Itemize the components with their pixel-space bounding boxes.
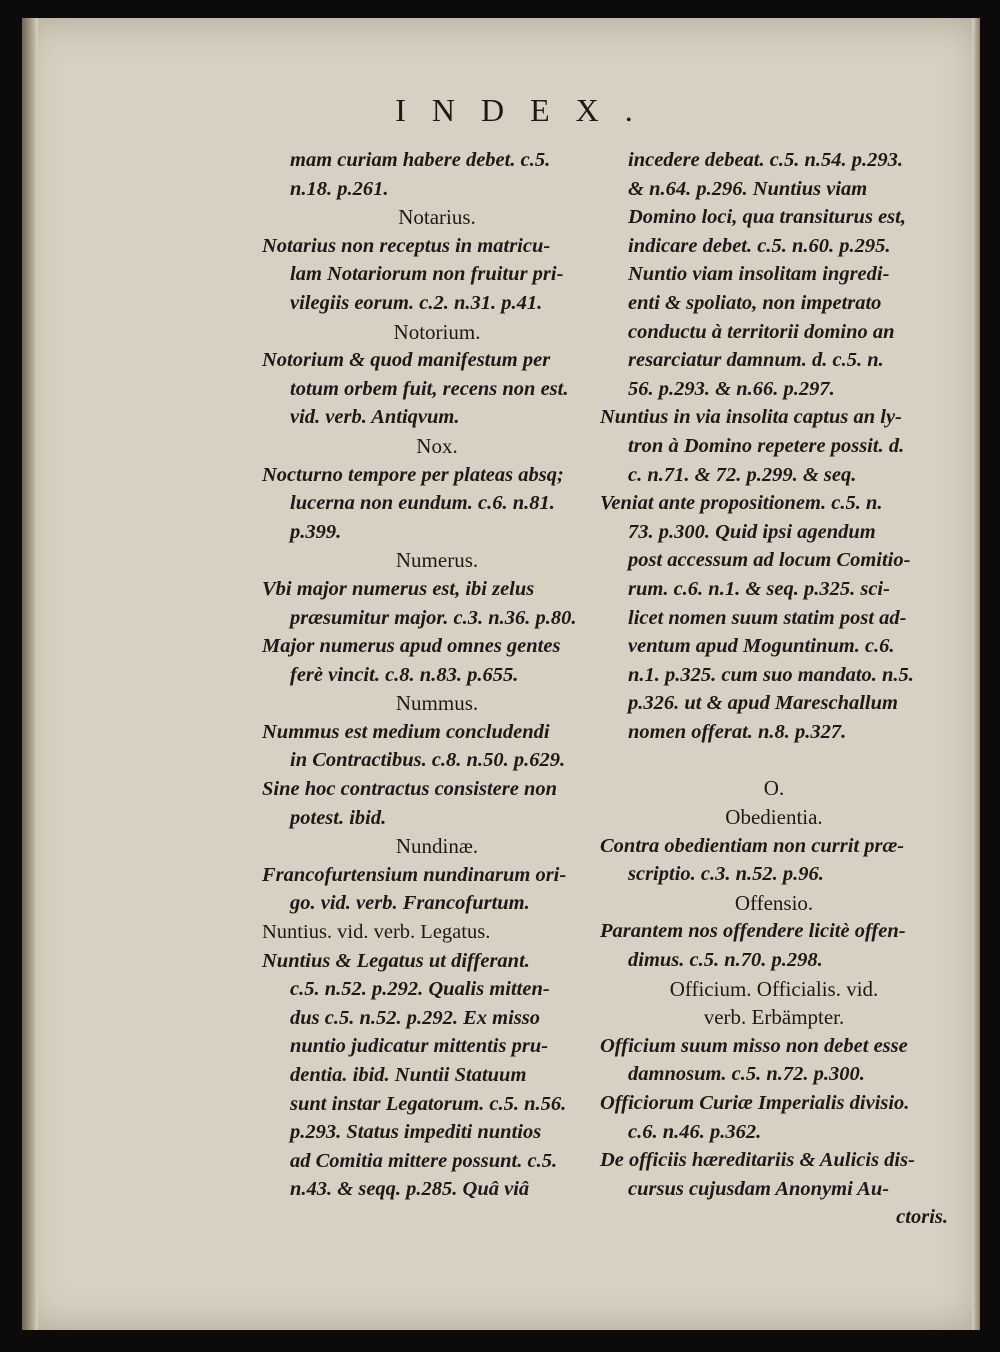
index-entry-continuation: rum. c.6. n.1. & seq. p.325. sci- [628,577,890,600]
index-entry-continuation: dus c.5. n.52. p.292. Ex misso [290,1006,541,1029]
index-entry: Nocturno tempore per plateas absq; [262,463,564,486]
index-entry-continuation: n.18. p.261. [290,177,389,200]
page-edge [972,18,980,1330]
book-page [22,18,980,1330]
index-entry: Nuntius in via insolita captus an ly- [600,406,902,429]
index-heading: O. [763,776,785,801]
index-entry-continuation: Nuntio viam insolitam ingredi- [628,263,890,286]
index-heading: Nundinæ. [395,834,479,859]
index-entry-continuation: nomen offerat. n.8. p.327. [628,720,847,743]
index-entry-continuation: ad Comitia mittere possunt. c.5. [290,1149,558,1172]
index-entry-continuation: scriptio. c.3. n.52. p.96. [628,863,824,886]
index-heading: Officium. Officialis. vid. [669,976,879,1001]
index-entry-continuation: vilegiis eorum. c.2. n.31. p.41. [290,291,543,314]
index-entry-continuation: vid. verb. Antiqvum. [290,406,460,429]
index-entry-continuation: ferè vincit. c.8. n.83. p.655. [290,663,519,686]
left-column [262,146,612,1204]
index-entry-continuation: licet nomen suum statim post ad- [628,606,907,629]
index-entry-continuation: dentia. ibid. Nuntii Statuum [290,1064,527,1086]
index-entry: De officiis hæreditariis & Aulicis dis- [600,1149,915,1172]
index-entry-continuation: sunt instar Legatorum. c.5. n.56. [290,1092,567,1115]
index-entry-continuation: lam Notariorum non fruitur pri- [290,263,564,286]
index-entry: Contra obedientiam non currit præ- [600,834,905,857]
index-heading: Notorium. [393,319,481,344]
index-heading: Notarius. [398,205,476,230]
index-entry-continuation: potest. ibid. [290,806,387,829]
index-entry: Nummus est medium concludendi [262,720,550,743]
index-entry-continuation: ctoris. [896,1206,948,1229]
index-entry-continuation: go. vid. verb. Francofurtum. [290,892,530,915]
index-entry-continuation: enti & spoliato, non impetrato [628,291,882,314]
index-entry: Notorium & quod manifestum per [262,349,551,372]
index-entry-continuation: damnosum. c.5. n.72. p.300. [628,1063,865,1086]
index-entry: Veniat ante propositionem. c.5. n. [600,492,883,515]
index-heading: Numerus. [395,548,479,573]
index-entry: Major numerus apud omnes gentes [262,635,561,658]
index-entry: Parantem nos offendere licitè offen- [600,920,906,943]
index-entry-continuation: dimus. c.5. n.70. p.298. [628,949,823,972]
index-entry: Sine hoc contractus consistere non [262,778,558,801]
index-entry: Notarius non receptus in matricu- [262,234,551,257]
index-entry-continuation: 73. p.300. Quid ipsi agendum [628,520,876,543]
index-entry-continuation: in Contractibus. c.8. n.50. p.629. [290,749,566,772]
index-entry-continuation: 56. p.293. & n.66. p.297. [628,377,835,400]
index-entry-continuation: indicare debet. c.5. n.60. p.295. [628,234,891,257]
index-entry-continuation: præsumitur major. c.3. n.36. p.80. [290,606,577,629]
index-entry-continuation: cursus cujusdam Anonymi Au- [628,1177,890,1200]
index-heading: verb. Erbämpter. [703,1005,845,1030]
index-entry-continuation: p.326. ut & apud Mareschallum [628,692,898,715]
index-heading: Nox. [416,433,458,458]
index-entry-continuation: ventum apud Moguntinum. c.6. [628,635,895,658]
index-entry-continuation: n.1. p.325. cum suo mandato. n.5. [628,663,914,686]
page-gutter [22,18,38,1330]
index-heading: Offensio. [734,890,814,915]
index-entry-continuation: post accessum ad locum Comitio- [628,549,911,572]
index-entry: Vbi major numerus est, ibi zelus [262,577,535,600]
index-entry-continuation: Domino loci, qua transiturus est, [628,206,906,229]
index-entry-continuation: c. n.71. & 72. p.299. & seq. [628,463,857,486]
index-entry: Nuntius. vid. verb. Legatus. [262,921,491,944]
right-column [600,146,948,1232]
index-entry: Nuntius & Legatus ut differant. [262,949,530,972]
index-entry-continuation: conductu à territorii domino an [628,320,895,343]
index-entry-continuation: c.6. n.46. p.362. [628,1120,762,1143]
page-header: INDEX. [395,92,659,128]
index-entry-continuation: totum orbem fuit, recens non est. [290,377,569,400]
index-entry-continuation: lucerna non eundum. c.6. n.81. [290,492,555,515]
index-entry-continuation: & n.64. p.296. Nuntius viam [628,177,868,200]
index-entry-continuation: c.5. n.52. p.292. Qualis mitten- [290,978,550,1001]
index-entry-continuation: tron à Domino repetere possit. d. [628,434,905,457]
spacer [600,746,948,774]
index-entry-continuation: nuntio judicatur mittentis pru- [290,1035,549,1058]
index-entry: Officium suum misso non debet esse [600,1034,908,1057]
index-entry-continuation: p.293. Status impediti nuntios [290,1121,542,1144]
index-heading: Nummus. [395,691,479,716]
index-entry-continuation: incedere debeat. c.5. n.54. p.293. [628,149,903,171]
index-entry-continuation: p.399. [290,520,342,543]
index-entry-continuation: resarciatur damnum. d. c.5. n. [628,349,884,372]
index-entry: Officiorum Curiæ Imperialis divisio. [600,1092,910,1114]
index-entry-continuation: mam curiam habere debet. c.5. [290,149,551,171]
index-entry-continuation: n.43. & seqq. p.285. Quâ viâ [290,1178,530,1201]
index-heading: Obedientia. [725,805,823,830]
index-entry: Francofurtensium nundinarum ori- [262,863,567,886]
